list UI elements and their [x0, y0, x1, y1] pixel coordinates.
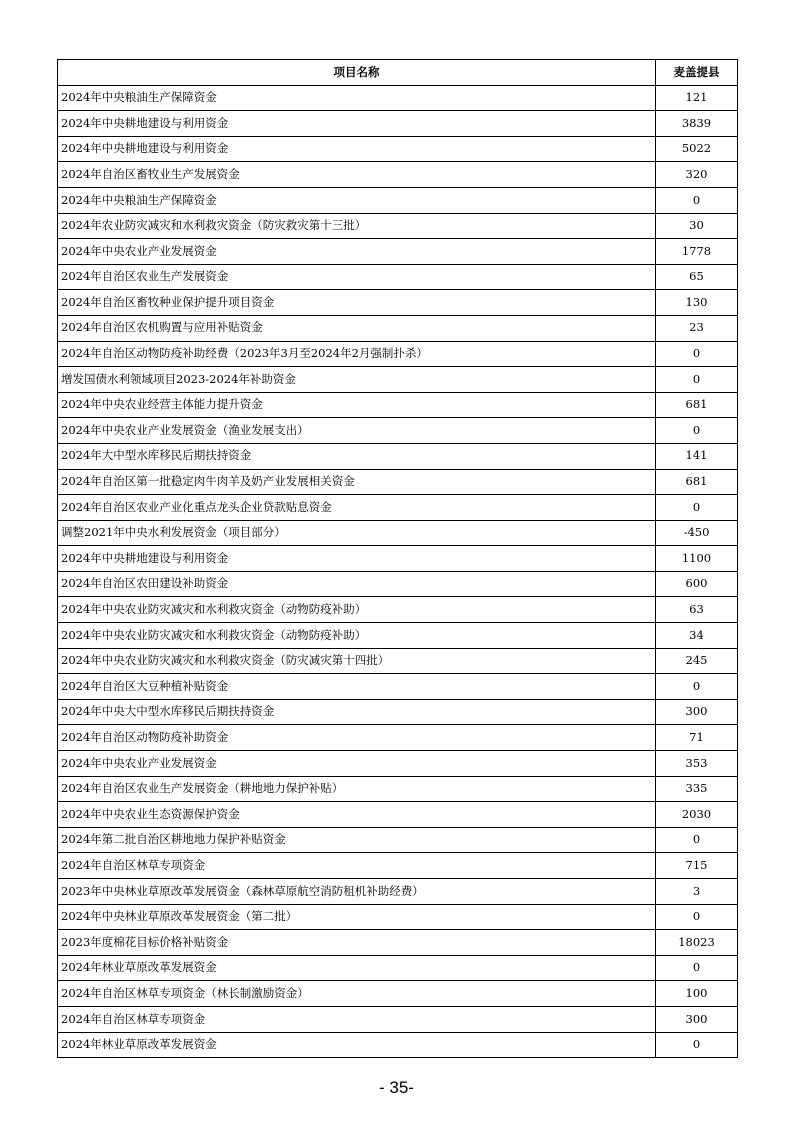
table-row [58, 597, 738, 623]
amount-cell: 0 [656, 955, 738, 981]
table-row [58, 495, 738, 521]
project-name-cell: 增发国债水利领域项目2023-2024年补助资金 [58, 367, 656, 393]
table-row [58, 187, 738, 213]
amount-cell: 0 [656, 341, 738, 367]
amount-cell: 0 [656, 904, 738, 930]
project-name-cell: 2024年中央农业产业发展资金（渔业发展支出） [58, 418, 656, 444]
table-row [58, 725, 738, 751]
project-name-cell: 2024年农业防灾减灾和水利救灾资金（防灾救灾第十三批） [58, 213, 656, 239]
project-name-cell: 2024年中央农业经营主体能力提升资金 [58, 392, 656, 418]
project-name-cell: 2024年中央农业生态资源保护资金 [58, 802, 656, 828]
table-row [58, 674, 738, 700]
table-row [58, 162, 738, 188]
table-row [58, 290, 738, 316]
project-name-cell: 2024年大中型水库移民后期扶持资金 [58, 443, 656, 469]
project-name-cell: 2024年林业草原改革发展资金 [58, 955, 656, 981]
table-row [58, 392, 738, 418]
project-name-cell: 2024年中央耕地建设与利用资金 [58, 111, 656, 137]
project-name-cell: 2024年自治区动物防疫补助经费（2023年3月至2024年2月强制扑杀） [58, 341, 656, 367]
amount-cell: 0 [656, 187, 738, 213]
amount-cell: 34 [656, 623, 738, 649]
table-header-row [58, 60, 738, 86]
table-row [58, 418, 738, 444]
table-row [58, 827, 738, 853]
table-row [58, 111, 738, 137]
page-number: - 35- [379, 1078, 414, 1097]
table-row [58, 981, 738, 1007]
table-row [58, 239, 738, 265]
project-name-cell: 2024年自治区畜牧种业保护提升项目资金 [58, 290, 656, 316]
table-row [58, 136, 738, 162]
project-name-cell: 2024年自治区林草专项资金 [58, 853, 656, 879]
amount-cell: 300 [656, 1006, 738, 1032]
table-row [58, 546, 738, 572]
amount-cell: 600 [656, 571, 738, 597]
project-name-cell: 2024年自治区农业生产发展资金 [58, 264, 656, 290]
amount-cell: 320 [656, 162, 738, 188]
project-name-cell: 2024年自治区农业生产发展资金（耕地地力保护补贴） [58, 776, 656, 802]
amount-cell: 681 [656, 469, 738, 495]
table-row [58, 751, 738, 777]
table-row [58, 367, 738, 393]
funding-table-container [57, 59, 737, 1058]
amount-cell: 681 [656, 392, 738, 418]
amount-cell: 335 [656, 776, 738, 802]
amount-cell: 5022 [656, 136, 738, 162]
project-name-cell: 2023年度棉花目标价格补贴资金 [58, 930, 656, 956]
table-row [58, 776, 738, 802]
project-name-cell: 2024年自治区农田建设补助资金 [58, 571, 656, 597]
amount-cell: 3839 [656, 111, 738, 137]
project-name-cell: 2024年中央粮油生产保障资金 [58, 187, 656, 213]
table-row [58, 315, 738, 341]
table-row [58, 264, 738, 290]
project-name-cell: 调整2021年中央水利发展资金（项目部分） [58, 520, 656, 546]
header-county-value: 麦盖提县 [656, 60, 738, 86]
project-name-cell: 2024年中央耕地建设与利用资金 [58, 546, 656, 572]
amount-cell: 18023 [656, 930, 738, 956]
project-name-cell: 2024年中央林业草原改革发展资金（第二批） [58, 904, 656, 930]
table-row [58, 341, 738, 367]
amount-cell: 63 [656, 597, 738, 623]
table-row [58, 648, 738, 674]
project-name-cell: 2024年中央农业产业发展资金 [58, 751, 656, 777]
amount-cell: 0 [656, 1032, 738, 1058]
amount-cell: 1100 [656, 546, 738, 572]
amount-cell: 3 [656, 879, 738, 905]
project-name-cell: 2024年自治区农业产业化重点龙头企业贷款贴息资金 [58, 495, 656, 521]
project-name-cell: 2024年自治区农机购置与应用补贴资金 [58, 315, 656, 341]
table-row [58, 1032, 738, 1058]
project-name-cell: 2024年中央农业防灾减灾和水利救灾资金（防灾减灾第十四批） [58, 648, 656, 674]
table-row [58, 213, 738, 239]
table-row [58, 853, 738, 879]
project-name-cell: 2024年中央大中型水库移民后期扶持资金 [58, 699, 656, 725]
project-name-cell: 2024年自治区畜牧业生产发展资金 [58, 162, 656, 188]
amount-cell: 121 [656, 85, 738, 111]
amount-cell: 23 [656, 315, 738, 341]
funding-table [57, 59, 738, 1058]
amount-cell: 300 [656, 699, 738, 725]
table-row [58, 955, 738, 981]
header-project-name: 项目名称 [58, 60, 656, 86]
table-row [58, 85, 738, 111]
project-name-cell: 2024年中央农业防灾减灾和水利救灾资金（动物防疫补助） [58, 597, 656, 623]
table-row [58, 879, 738, 905]
amount-cell: 0 [656, 674, 738, 700]
amount-cell: 245 [656, 648, 738, 674]
project-name-cell: 2024年自治区大豆种植补贴资金 [58, 674, 656, 700]
amount-cell: 0 [656, 418, 738, 444]
project-name-cell: 2024年自治区动物防疫补助资金 [58, 725, 656, 751]
table-row [58, 623, 738, 649]
table-row [58, 1006, 738, 1032]
amount-cell: 130 [656, 290, 738, 316]
amount-cell: 71 [656, 725, 738, 751]
table-row [58, 571, 738, 597]
amount-cell: 30 [656, 213, 738, 239]
table-row [58, 904, 738, 930]
project-name-cell: 2024年自治区第一批稳定肉牛肉羊及奶产业发展相关资金 [58, 469, 656, 495]
project-name-cell: 2024年中央农业产业发展资金 [58, 239, 656, 265]
amount-cell: 100 [656, 981, 738, 1007]
table-row [58, 443, 738, 469]
project-name-cell: 2024年中央粮油生产保障资金 [58, 85, 656, 111]
table-row [58, 699, 738, 725]
project-name-cell: 2024年自治区林草专项资金（林长制激励资金） [58, 981, 656, 1007]
project-name-cell: 2023年中央林业草原改革发展资金（森林草原航空消防租机补助经费） [58, 879, 656, 905]
amount-cell: 141 [656, 443, 738, 469]
amount-cell: 353 [656, 751, 738, 777]
table-row [58, 802, 738, 828]
table-row [58, 520, 738, 546]
amount-cell: 65 [656, 264, 738, 290]
project-name-cell: 2024年中央农业防灾减灾和水利救灾资金（动物防疫补助） [58, 623, 656, 649]
project-name-cell: 2024年第二批自治区耕地地力保护补贴资金 [58, 827, 656, 853]
project-name-cell: 2024年林业草原改革发展资金 [58, 1032, 656, 1058]
table-body [58, 85, 738, 1058]
amount-cell: 0 [656, 367, 738, 393]
amount-cell: 2030 [656, 802, 738, 828]
amount-cell: 1778 [656, 239, 738, 265]
project-name-cell: 2024年中央耕地建设与利用资金 [58, 136, 656, 162]
amount-cell: -450 [656, 520, 738, 546]
amount-cell: 715 [656, 853, 738, 879]
amount-cell: 0 [656, 495, 738, 521]
amount-cell: 0 [656, 827, 738, 853]
project-name-cell: 2024年自治区林草专项资金 [58, 1006, 656, 1032]
table-row [58, 930, 738, 956]
table-row [58, 469, 738, 495]
